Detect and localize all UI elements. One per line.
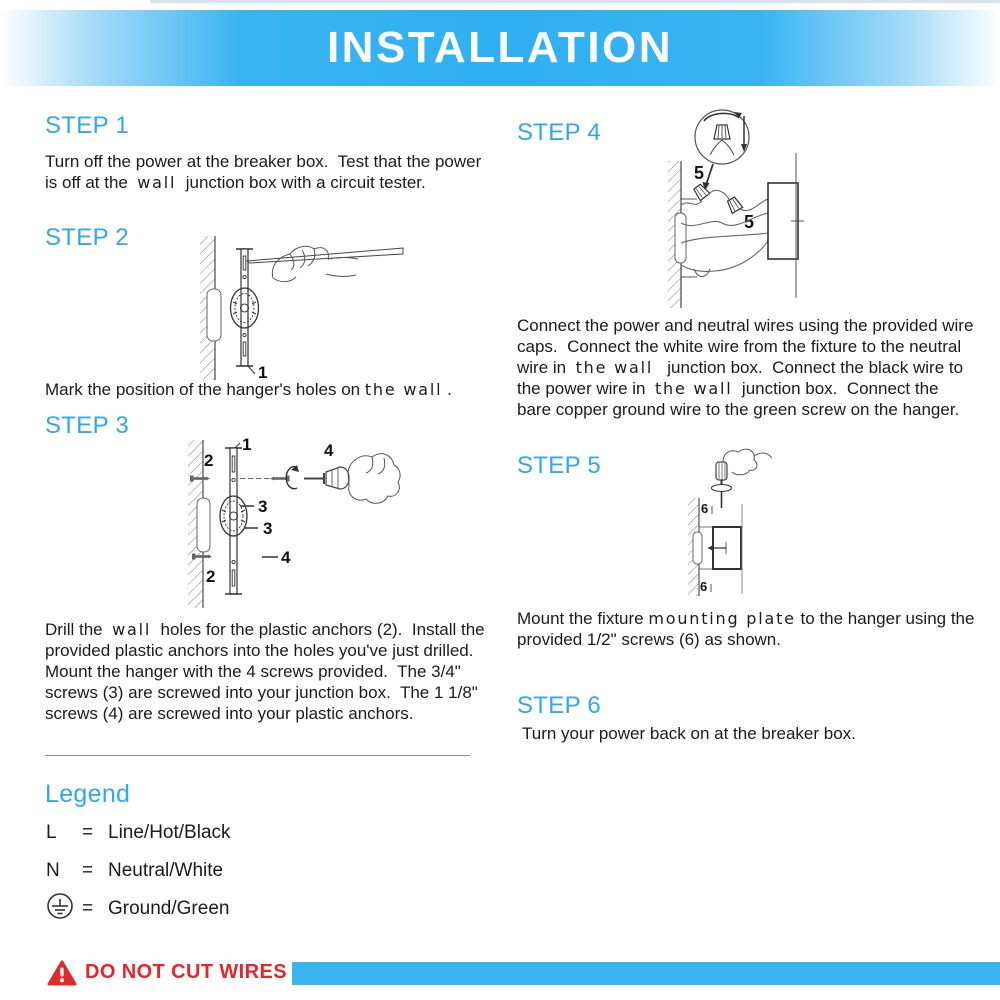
callout-3-bottom: 3 — [263, 519, 273, 538]
step2-caption: Mark the position of the hanger's holes on the wall . — [45, 380, 452, 399]
fixture-body — [768, 153, 804, 298]
screwdriver-icon — [712, 462, 732, 508]
step3-illustration — [178, 436, 448, 612]
step5-heading: STEP 5 — [517, 452, 602, 479]
junction-box — [675, 213, 686, 263]
warning-blue-bar — [292, 962, 1000, 985]
legend-value: Line/Hot/Black — [108, 822, 231, 843]
hand-icon — [348, 454, 400, 504]
step5-text: Mount the fixture mounting plate to the hanger using the provided 1/2" screws (6) as shown. — [517, 609, 980, 649]
warning-triangle-icon — [47, 959, 77, 987]
title-banner — [0, 10, 1000, 86]
legend — [46, 820, 231, 934]
hand-icon — [723, 449, 772, 475]
top-edge-line — [150, 0, 1000, 3]
step6-text: Turn your power back on at the breaker box. — [522, 724, 856, 743]
hand-with-pencil-icon — [247, 246, 403, 281]
legend-row-neutral — [46, 858, 231, 884]
step1-text: Turn off the power at the breaker box. Test that the power is off at the wall junction box with a circuit tester. — [45, 152, 487, 192]
callout-3-top: 3 — [258, 497, 268, 516]
step3-text: Drill the wall holes for the plastic anchors (2). Install the provided plastic anchors into the holes you've just drilled. Mount the hanger with the 4 screws provided. The 3/4" screws (3) are screwed into your junction box. The 1 1/8" screws (4) are screwed into your plastic anchors. — [45, 620, 490, 723]
legend-symbol-L: L — [46, 822, 57, 843]
callout-5-top: 5 — [694, 163, 705, 183]
junction-box — [207, 289, 221, 341]
legend-row-ground — [46, 896, 231, 922]
legend-row-line — [46, 820, 231, 846]
wires — [681, 190, 768, 276]
hanger-bar — [225, 448, 242, 594]
legend-value: Neutral/White — [108, 860, 224, 881]
step3-heading: STEP 3 — [45, 412, 130, 439]
callout-1: 1 — [258, 363, 268, 380]
flying-screw-icon — [240, 476, 290, 482]
step1-heading: STEP 1 — [45, 112, 130, 139]
callout-6-bottom: 6 — [700, 579, 708, 594]
wall-hatch — [668, 161, 697, 308]
step4-heading: STEP 4 — [517, 119, 602, 146]
callout-1: 1 — [242, 436, 252, 454]
legend-heading: Legend — [45, 780, 131, 808]
hanger-bar — [236, 249, 253, 366]
callout-4-bottom: 4 — [281, 548, 291, 567]
step6-heading: STEP 6 — [517, 692, 602, 719]
page-title: INSTALLATION — [326, 23, 674, 72]
equals-sign: = — [82, 898, 94, 919]
step4-text: Connect the power and neutral wires using the provided wire caps. Connect the white wire from the fixture to the neutral wire in the wall junction box. Connect the black wire to the power wire in the wall junction box. Connect the bare copper ground wire to the green screw on the hanger. — [517, 316, 979, 419]
step2-heading: STEP 2 — [45, 224, 130, 251]
step2-illustration — [178, 236, 408, 380]
callout-2-bottom: 2 — [206, 567, 216, 586]
divider-line — [45, 755, 470, 756]
legend-symbol-N: N — [46, 860, 60, 881]
equals-sign: = — [82, 822, 94, 843]
warning-text: DO NOT CUT WIRES — [85, 961, 287, 983]
wire-cap-inset — [695, 110, 749, 164]
callout-6-top: 6 — [701, 501, 709, 516]
callout-5-bottom: 5 — [744, 212, 755, 232]
legend-value: Ground/Green — [108, 898, 230, 919]
callout-2-top: 2 — [204, 451, 214, 470]
equals-sign: = — [82, 860, 94, 881]
junction-box — [693, 532, 702, 564]
wall-hatch — [200, 236, 221, 380]
ground-icon — [46, 892, 74, 920]
screwdriver-icon — [304, 467, 349, 489]
callout-4-top: 4 — [324, 441, 334, 460]
step5-illustration — [638, 446, 773, 601]
step4-illustration — [598, 103, 903, 313]
junction-box — [197, 498, 210, 552]
